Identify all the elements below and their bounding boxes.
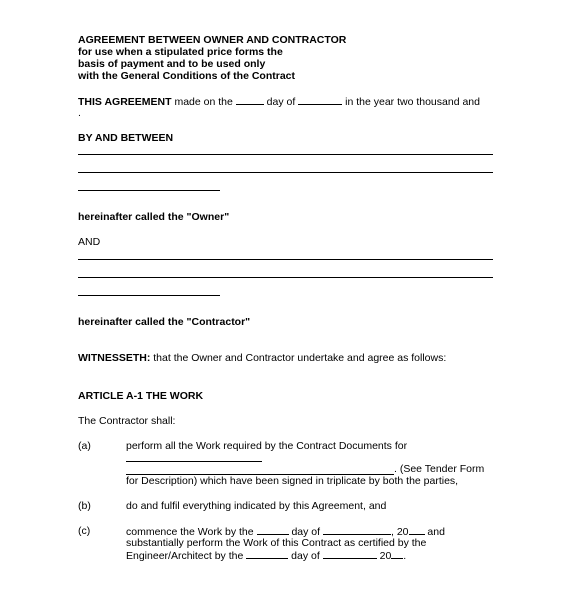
and-text: AND [78,236,101,248]
blank-day-field[interactable] [236,95,264,105]
agreement-made-on: made on the [171,96,236,108]
owner-blank-line-3[interactable] [78,190,220,191]
blank-completion-year[interactable] [391,549,403,559]
blank-completion-day[interactable] [246,549,288,559]
witnesseth-line [78,352,446,364]
contractor-blank-line-1[interactable] [78,259,493,260]
item-b-line-1: do and fulfil everything indicated by this Agreement, and [126,500,387,512]
subtitle-line-3: with the General Conditions of the Contract [78,70,296,82]
item-c-line-3 [126,549,406,562]
article-heading: ARTICLE A-1 THE WORK [78,390,204,402]
item-a-marker: (a) [78,440,91,452]
item-a-blank-1[interactable] [126,461,262,462]
witnesseth-lead: WITNESSETH: [78,352,151,364]
agreement-year-text: in the year two thousand and [342,96,480,108]
item-a-line-4: for Description) which have been signed in triplicate by both the parties, [126,475,459,487]
blank-commence-year[interactable] [409,525,425,535]
item-a-line-3-tail: . (See Tender Form [394,463,485,475]
agreement-lead: THIS AGREEMENT [78,96,172,108]
item-c-day-of-text: day of [288,526,323,538]
document-title: AGREEMENT BETWEEN OWNER AND CONTRACTOR [78,34,347,46]
blank-commence-month[interactable] [323,525,391,535]
item-c-day-of-text-2: day of [288,550,323,562]
item-c-engineer-text: Engineer/Architect by the [126,550,247,562]
agreement-date-line [78,95,480,108]
item-c-end-dot: . [403,550,407,562]
between-heading: BY AND BETWEEN [78,132,174,144]
contractor-blank-line-3[interactable] [78,295,220,296]
item-c-year-prefix-2: 20 [376,550,392,562]
subtitle-line-1: for use when a stipulated price forms the [78,46,283,58]
subtitle-line-2: basis of payment and to be used only [78,58,266,70]
article-intro: The Contractor shall: [78,415,176,427]
item-c-and-text: and [424,526,445,538]
owner-blank-line-1[interactable] [78,154,493,155]
blank-completion-month[interactable] [323,549,377,559]
item-b-marker: (b) [78,500,91,512]
contractor-label: hereinafter called the "Contractor" [78,316,251,328]
blank-commence-day[interactable] [257,525,289,535]
item-c-commence-text: commence the Work by the [126,526,257,538]
blank-month-field[interactable] [298,95,342,105]
agreement-day-of: day of [263,96,299,108]
owner-label: hereinafter called the "Owner" [78,211,230,223]
contractor-blank-line-2[interactable] [78,277,493,278]
agreement-dot: . [78,107,81,119]
owner-blank-line-2[interactable] [78,172,493,173]
item-c-line-2: substantially perform the Work of this Contract as certified by the [126,537,427,549]
item-a-line-1: perform all the Work required by the Contract Documents for [126,440,408,452]
item-c-marker: (c) [78,525,91,537]
item-c-year-prefix: , 20 [390,526,409,538]
witnesseth-text: that the Owner and Contractor undertake and agree as follows: [150,352,447,364]
